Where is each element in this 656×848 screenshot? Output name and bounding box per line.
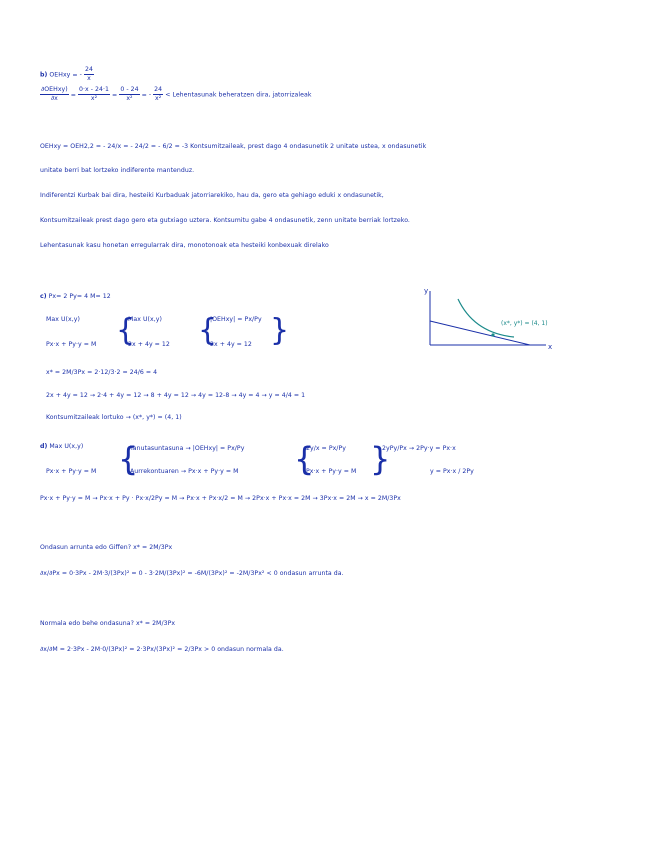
d-q1-calc: ∂x/∂Px = 0·3Px - 2M·3/(3Px)² = 0 - 3·2M/(3Px)² = -6M/(3Px)² = -2M/3Px² < 0 ondasun arrunta da. (40, 570, 344, 577)
b-line1: OEHxy = - (49, 71, 82, 79)
c-cond1: |OEHxy| = Px/Py (210, 316, 262, 323)
b-deriv-t1 (78, 86, 110, 103)
c-label: c) (40, 293, 47, 300)
c-budget1: Px·x + Py·y = M (46, 341, 97, 348)
b-para3: Indiferentzi Kurbak bai dira, hesteiki Kurbaduak jatorriarekiko, hau da, gero eta gehiago eduki x ondasunetik, (40, 192, 384, 199)
c-budget2: 2x + 4y = 12 (128, 341, 170, 348)
c-max1: Max U(x,y) (46, 316, 80, 323)
b-deriv-t3-den: x² (155, 95, 162, 102)
d-q1: Ondasun arrunta edo Giffen? x* = 2M/3Px (40, 544, 173, 551)
d-max: Max U(x,y) (49, 443, 84, 450)
d-sys1: 2y/x = Px/Py (306, 445, 346, 452)
c-brace3: } (270, 313, 290, 348)
b-line1-num: 24 (84, 66, 93, 73)
c-brace2: { (198, 313, 218, 348)
d-q2-calc: ∂x/∂M = 2·3Px - 2M·0/(3Px)² = 2·3Px/(3Px)² = 2/3Px > 0 ondasun normala da. (40, 646, 284, 653)
b-deriv-t3 (153, 86, 163, 103)
c-graph-x-label: x (548, 343, 553, 351)
c-max2: Max U(x,y) (128, 316, 162, 323)
b-para1: OEHxy = OEH2,2 = - 24/x = - 24/2 = - 6/2 = -3 Kontsumitzaileak, prest dago 4 ondasunetik 2 unitate ustea, x ondasunetik (40, 143, 427, 150)
d-res2: y = Px·x / 2Py (430, 468, 474, 475)
c-ystar: 2x + 4y = 12 → 2·4 + 4y = 12 → 8 + 4y = 12 → 4y = 12-8 → 4y = 4 → y = 4/4 = 1 (46, 392, 306, 399)
c-brace1: { (116, 313, 136, 348)
b-heading (40, 66, 94, 83)
c-graph-optimum-point (491, 333, 494, 336)
c-graph (418, 285, 568, 355)
d-label: d) (40, 443, 48, 450)
b-line1-den: x (87, 75, 91, 82)
c-heading (40, 293, 111, 300)
b-para5: Lehentasunak kasu honetan erregularrak dira, monotonoak eta hesteiki konbexuak direlako (40, 242, 329, 249)
d-brace1: { (118, 440, 139, 478)
d-res1: 2yPy/Px → 2Py·y = Px·x (382, 445, 456, 452)
b-para2: unitate berri bat lortzeko indiferente mantenduz. (40, 167, 195, 174)
c-graph-y-label: y (424, 287, 429, 295)
b-deriv-t2 (119, 86, 139, 103)
b-deriv-num: ∂OEHxy) (41, 86, 68, 93)
b-line1-frac (84, 66, 94, 83)
d-heading (40, 443, 83, 450)
b-derivative: $\frac{\text{∂OEHxy)}}{\partial x}$ = $\frac{0\cdot x - 24\cdot 1}{\text{x²}}$ = $\frac{0 - 24}{\text{x²}}$ = - $\frac{24}{\text{x²}}$ < Lehentasunak beheratzen dira, jatorrizaleak (41, 86, 312, 102)
d-brace2: { (294, 440, 315, 478)
c-cond2: 2x + 4y = 12 (210, 341, 252, 348)
d-budget: Px·x + Py·y = M (46, 468, 97, 475)
b-deriv-t3-num: 24 (154, 86, 163, 93)
b-deriv-t1-num: 0·x - 24·1 (79, 86, 110, 93)
d-brace3: } (370, 440, 391, 478)
b-deriv-den: ∂x (50, 95, 58, 102)
b-label: b) (40, 71, 48, 79)
b-deriv-lhs (40, 86, 69, 103)
c-xstar: x* = 2M/3Px = 2·12/3·2 = 24/6 = 4 (46, 369, 158, 376)
c-given: Px= 2 Py= 4 M= 12 (48, 293, 111, 300)
c-result: Kontsumitzaileak lortuko → (x*, y*) = (4, 1) (46, 414, 182, 421)
c-graph-indifference-curve (458, 299, 514, 337)
d-sys2: Px·x + Py·y = M (306, 468, 357, 475)
b-deriv-t2-num: 0 - 24 (120, 86, 139, 93)
b-deriv-t1-den: x² (90, 95, 98, 102)
b-deriv-text: < Lehentasunak beheratzen dira, jatorrizaleak (165, 91, 312, 99)
c-graph-point-label: (x*, y*) = (4, 1) (501, 320, 548, 327)
d-cond1: Tanutasuntasuna → |OEHxy| = Px/Py (130, 445, 245, 452)
b-para4: Kontsumitzaileak prest dago gero eta gutxiago uztera. Kontsumitu gabe 4 ondasunetik, zenn unitate berriak lortzeko. (40, 217, 410, 224)
d-cond2: Aurrekontuaren → Px·x + Py·y = M (130, 468, 239, 475)
d-q2: Normala edo behe ondasuna? x* = 2M/3Px (40, 620, 176, 627)
d-chain: Px·x + Py·y = M → Px·x + Py · Px·x/2Py = M → Px·x + Px·x/2 = M → 2Px·x + Px·x = 2M → 3Px·x = 2M → x = 2M/3Px (40, 495, 401, 502)
b-deriv-t2-den: x² (126, 95, 133, 102)
